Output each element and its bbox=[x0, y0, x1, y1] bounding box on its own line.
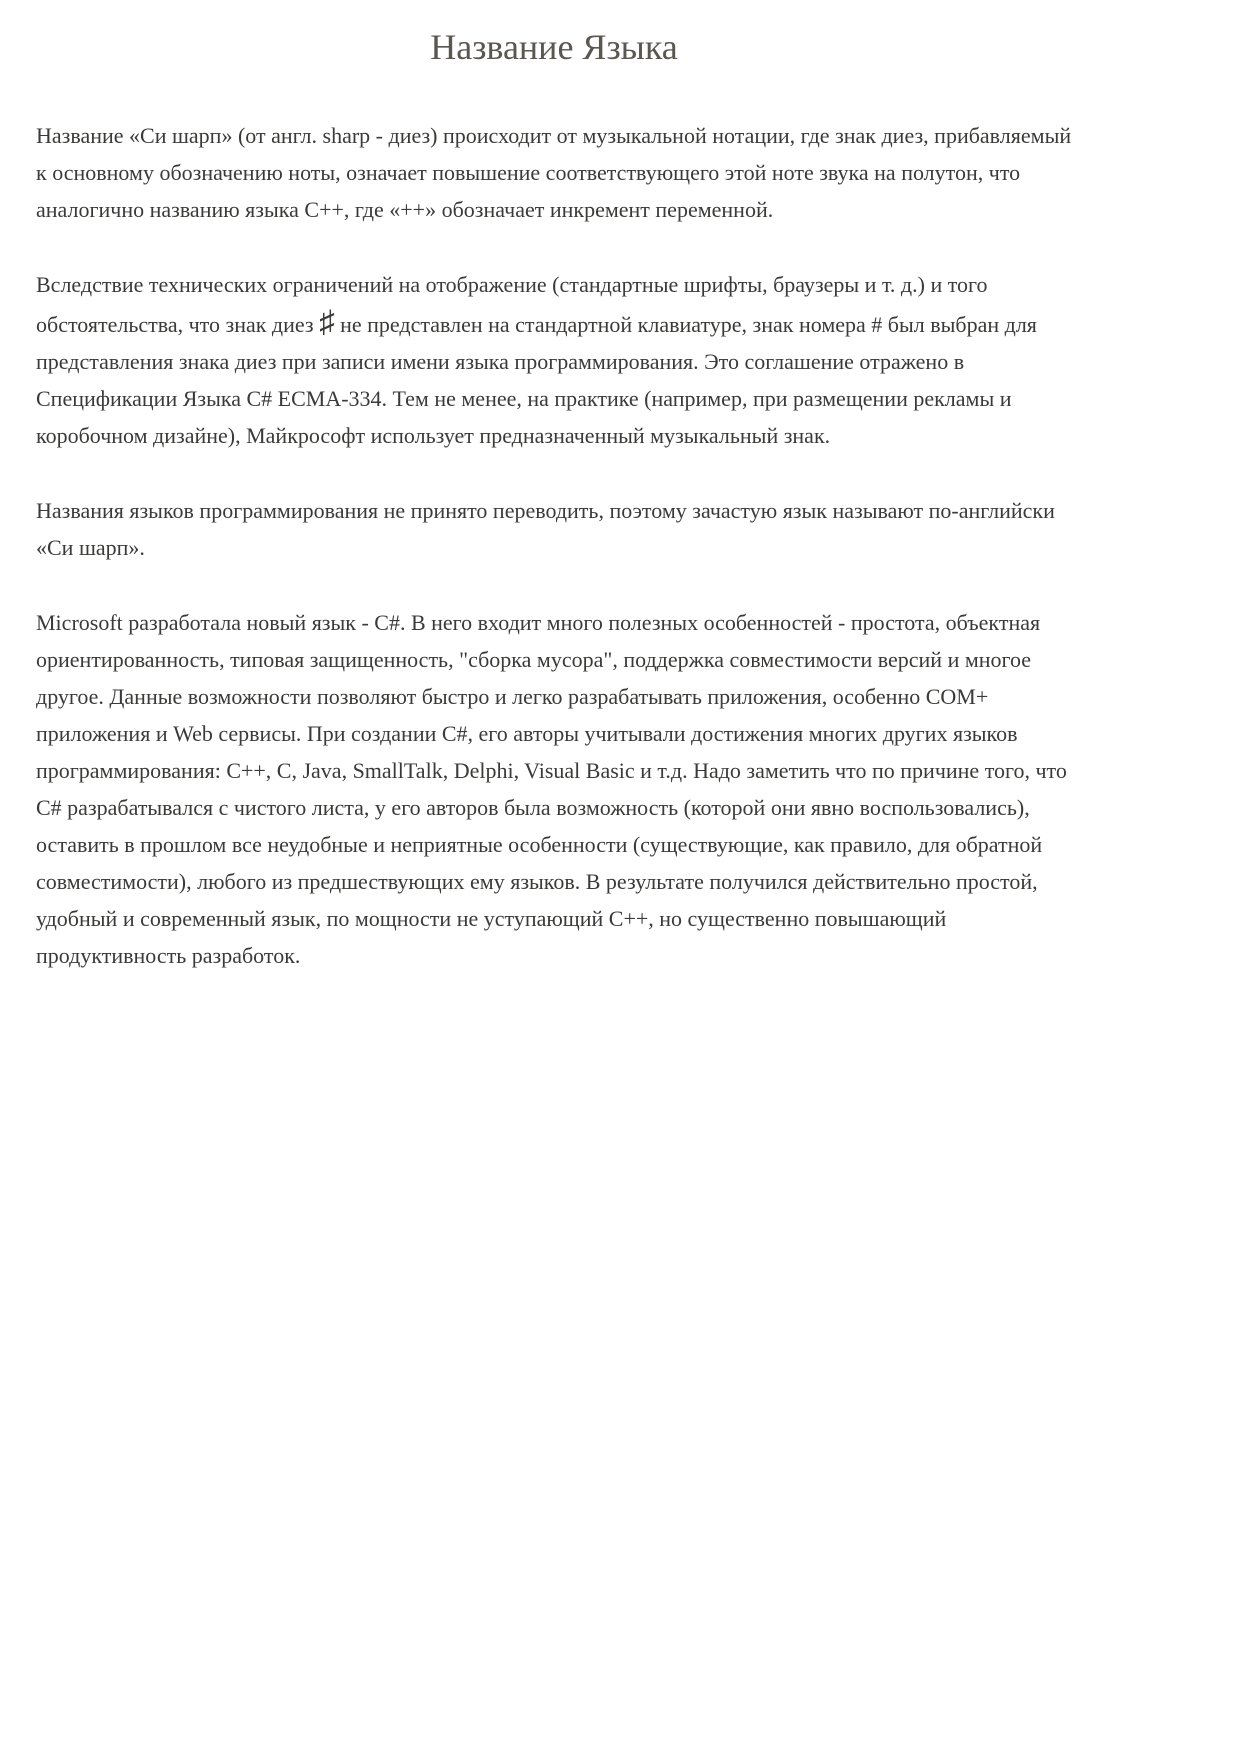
paragraph-name-origin: Название «Си шарп» (от англ. sharp - диез) происходит от музыкальной нотации, где знак диез, прибавляемый к основному обозначению ноты, означает повышение соответствующего этой ноте звука на полутон, что аналогично названию языка C++, где «++» обозначает инкремент переменной. bbox=[36, 123, 1072, 223]
music-sharp-sign: ♯ bbox=[319, 304, 335, 340]
paragraph-technical-limitations-text-before: Вследствие технических ограничений на отображение (стандартные шрифты, браузеры и т. д.) и того обстоятельства, что знак диез bbox=[36, 272, 988, 338]
paragraph-technical-limitations-text-after: не представлен на стандартной клавиатуре, знак номера # был выбран для представления знака диез при записи имени языка программирования. Это соглашение отражено в Спецификации Языка C# ECMA-334. Тем не менее, на практике (например, при размещении рекламы и коробочном дизайне), Майкрософт использует предназначенный музыкальный знак. bbox=[36, 312, 1037, 449]
page-title: Название Языка bbox=[430, 27, 678, 67]
paragraph-translation-convention: Названия языков программирования не принято переводить, поэтому зачастую язык называют по-английски «Си шарп». bbox=[36, 498, 1055, 561]
paragraph-microsoft-language: Microsoft разработала новый язык - C#. В него входит много полезных особенностей - простота, объектная ориентированность, типовая защищенность, "сборка мусора", поддержка совместимости версий и многое другое. Данные возможности позволяют быстро и легко разрабатывать приложения, особенно COM+ приложения и Web сервисы. При создании C#, его авторы учитывали достижения многих других языков программирования: C++, C, Java, SmallTalk, Delphi, Visual Basic и т.д. Надо заметить что по причине того, что C# разрабатывался с чистого листа, у его авторов была возможность (которой они явно воспользовались), оставить в прошлом все неудобные и неприятные особенности (существующие, как правило, для обратной совместимости), любого из предшествующих ему языков. В результате получился действительно простой, удобный и современный язык, по мощности не уступающий C++, но существенно повышающий продуктивность разработок. bbox=[36, 610, 1067, 969]
paragraph-technical-limitations bbox=[36, 266, 1072, 454]
document-content bbox=[36, 26, 1072, 974]
